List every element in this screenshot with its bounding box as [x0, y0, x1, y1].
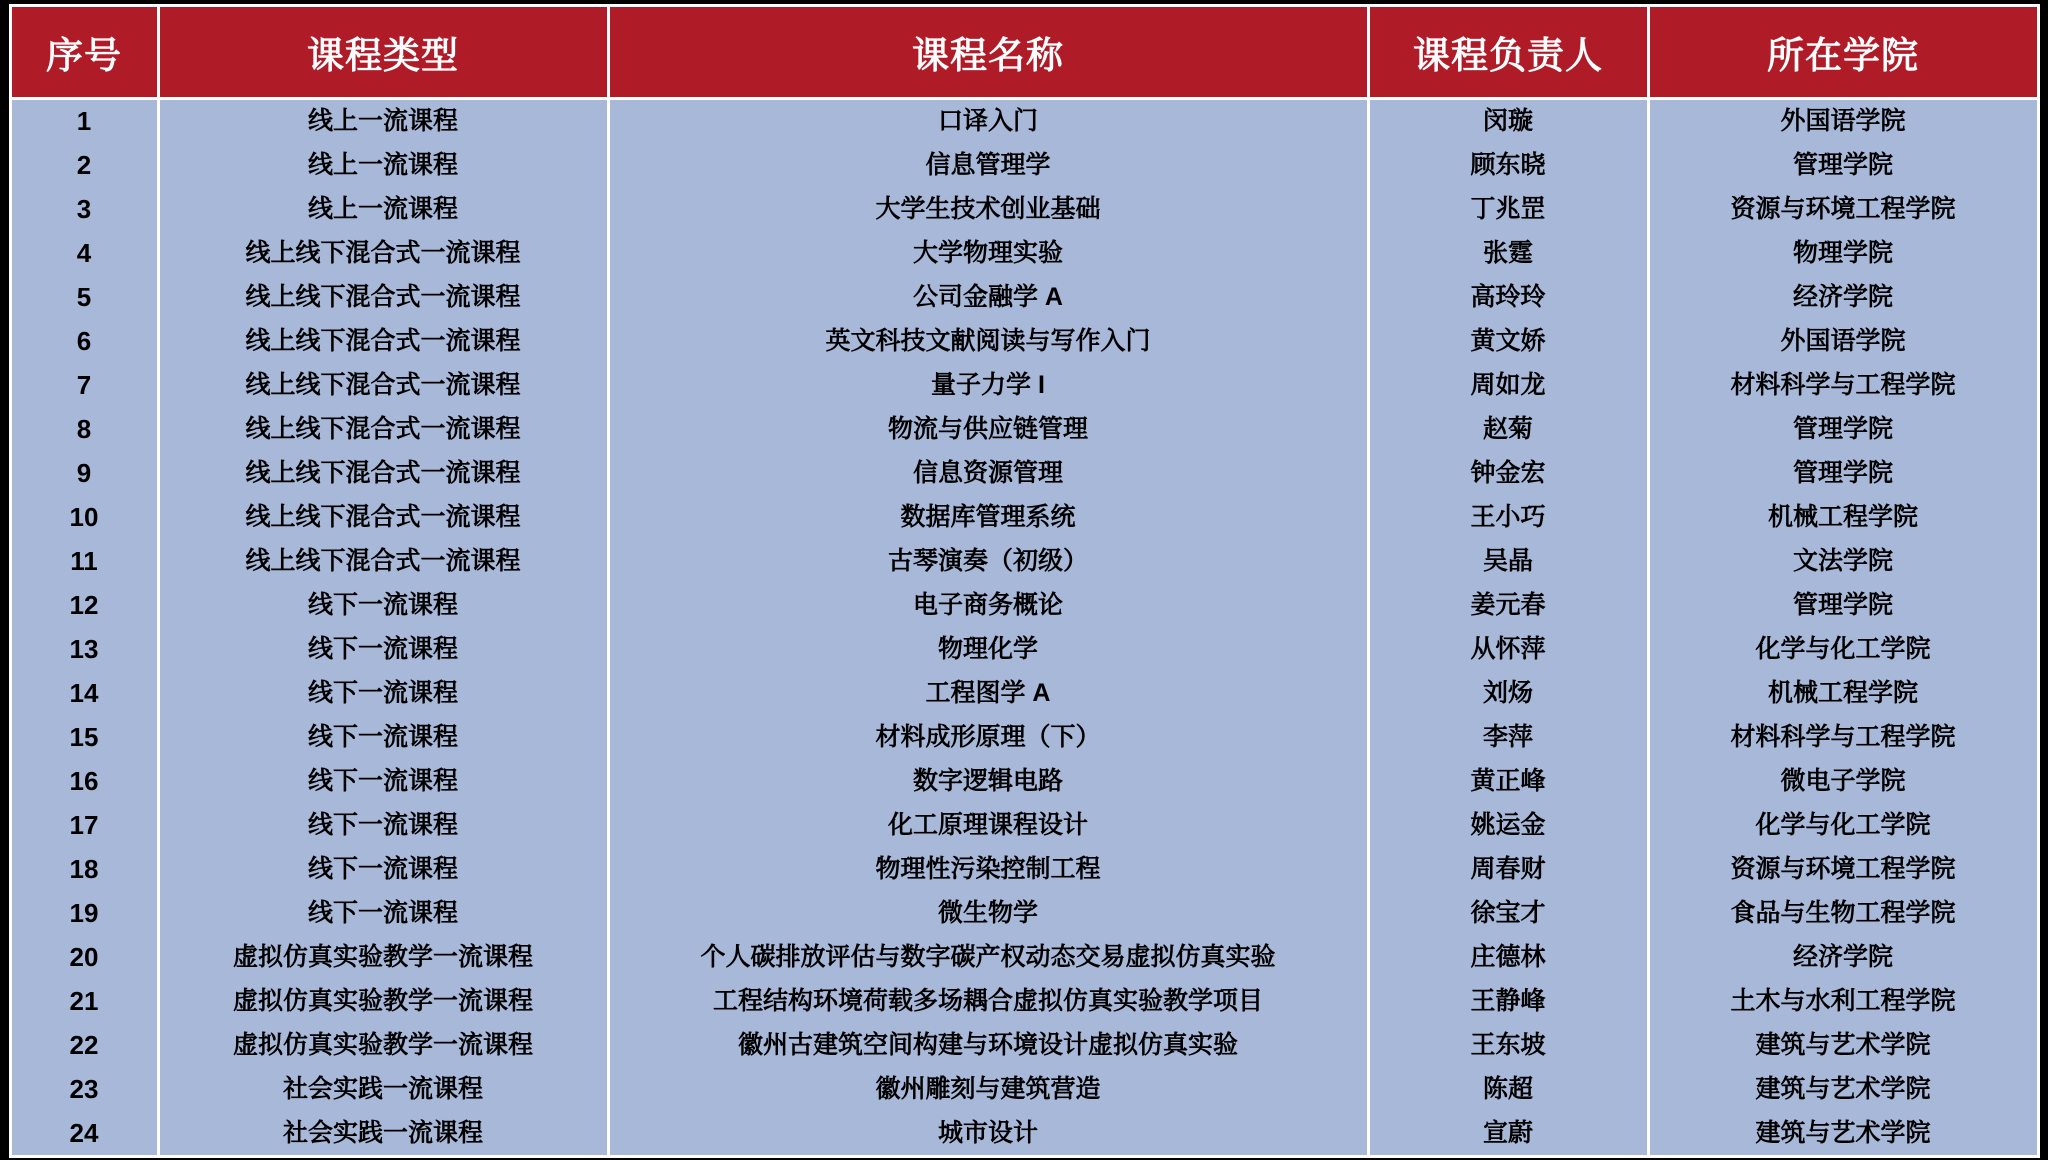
table-row — [10, 496, 2038, 540]
cell-course-type: 虚拟仿真实验教学一流课程 — [158, 980, 608, 1024]
cell-course-type: 线下一流课程 — [158, 584, 608, 628]
cell-course-type: 线下一流课程 — [158, 760, 608, 804]
cell-department: 文法学院 — [1648, 540, 2038, 584]
cell-course-name: 工程图学 A — [608, 672, 1368, 716]
cell-no: 15 — [10, 716, 158, 760]
cell-no: 9 — [10, 452, 158, 496]
cell-course-type: 线上一流课程 — [158, 144, 608, 188]
column-header-owner: 课程负责人 — [1368, 6, 1648, 99]
cell-course-owner: 王静峰 — [1368, 980, 1648, 1024]
cell-course-owner: 姚运金 — [1368, 804, 1648, 848]
cell-course-name: 数据库管理系统 — [608, 496, 1368, 540]
header-row — [10, 6, 2038, 99]
cell-course-name: 微生物学 — [608, 892, 1368, 936]
cell-course-name: 个人碳排放评估与数字碳产权动态交易虚拟仿真实验 — [608, 936, 1368, 980]
table-row — [10, 452, 2038, 496]
cell-department: 材料科学与工程学院 — [1648, 716, 2038, 760]
cell-course-name: 英文科技文献阅读与写作入门 — [608, 320, 1368, 364]
cell-no: 20 — [10, 936, 158, 980]
cell-course-owner: 高玲玲 — [1368, 276, 1648, 320]
cell-no: 24 — [10, 1112, 158, 1157]
cell-course-name: 信息资源管理 — [608, 452, 1368, 496]
table-row — [10, 364, 2038, 408]
column-header-no: 序号 — [10, 6, 158, 99]
table-row — [10, 980, 2038, 1024]
cell-course-name: 大学物理实验 — [608, 232, 1368, 276]
table-row — [10, 232, 2038, 276]
cell-no: 3 — [10, 188, 158, 232]
cell-course-name: 数字逻辑电路 — [608, 760, 1368, 804]
cell-course-type: 虚拟仿真实验教学一流课程 — [158, 1024, 608, 1068]
cell-department: 外国语学院 — [1648, 99, 2038, 144]
table-row — [10, 99, 2038, 144]
cell-department: 机械工程学院 — [1648, 496, 2038, 540]
table-row — [10, 1068, 2038, 1112]
table-row — [10, 716, 2038, 760]
table-row — [10, 628, 2038, 672]
cell-course-owner: 李萍 — [1368, 716, 1648, 760]
cell-no: 17 — [10, 804, 158, 848]
cell-course-type: 线下一流课程 — [158, 672, 608, 716]
cell-department: 材料科学与工程学院 — [1648, 364, 2038, 408]
column-header-name: 课程名称 — [608, 6, 1368, 99]
cell-department: 建筑与艺术学院 — [1648, 1024, 2038, 1068]
cell-course-type: 线上线下混合式一流课程 — [158, 540, 608, 584]
table-row — [10, 760, 2038, 804]
table-row — [10, 144, 2038, 188]
cell-course-owner: 顾东晓 — [1368, 144, 1648, 188]
cell-course-name: 城市设计 — [608, 1112, 1368, 1157]
cell-no: 12 — [10, 584, 158, 628]
cell-course-name: 古琴演奏（初级） — [608, 540, 1368, 584]
cell-no: 10 — [10, 496, 158, 540]
cell-no: 23 — [10, 1068, 158, 1112]
cell-no: 4 — [10, 232, 158, 276]
cell-course-type: 线上线下混合式一流课程 — [158, 408, 608, 452]
table-row — [10, 892, 2038, 936]
table-row — [10, 188, 2038, 232]
cell-department: 建筑与艺术学院 — [1648, 1068, 2038, 1112]
cell-course-owner: 刘炀 — [1368, 672, 1648, 716]
cell-course-owner: 宣蔚 — [1368, 1112, 1648, 1157]
cell-no: 6 — [10, 320, 158, 364]
cell-course-owner: 庄德林 — [1368, 936, 1648, 980]
cell-course-name: 材料成形原理（下） — [608, 716, 1368, 760]
cell-course-type: 线上一流课程 — [158, 99, 608, 144]
table-row — [10, 1112, 2038, 1157]
cell-course-name: 物流与供应链管理 — [608, 408, 1368, 452]
cell-course-name: 徽州雕刻与建筑营造 — [608, 1068, 1368, 1112]
table-row — [10, 804, 2038, 848]
cell-department: 经济学院 — [1648, 936, 2038, 980]
cell-no: 21 — [10, 980, 158, 1024]
cell-course-type: 社会实践一流课程 — [158, 1068, 608, 1112]
cell-course-type: 线上线下混合式一流课程 — [158, 232, 608, 276]
cell-course-type: 线上线下混合式一流课程 — [158, 276, 608, 320]
cell-course-owner: 从怀萍 — [1368, 628, 1648, 672]
table-row — [10, 276, 2038, 320]
table-body — [10, 99, 2038, 1157]
cell-course-owner: 周如龙 — [1368, 364, 1648, 408]
cell-department: 化学与化工学院 — [1648, 628, 2038, 672]
cell-department: 外国语学院 — [1648, 320, 2038, 364]
cell-course-name: 物理化学 — [608, 628, 1368, 672]
cell-department: 微电子学院 — [1648, 760, 2038, 804]
cell-no: 14 — [10, 672, 158, 716]
cell-department: 管理学院 — [1648, 452, 2038, 496]
cell-course-type: 线上一流课程 — [158, 188, 608, 232]
cell-department: 机械工程学院 — [1648, 672, 2038, 716]
column-header-type: 课程类型 — [158, 6, 608, 99]
cell-department: 资源与环境工程学院 — [1648, 848, 2038, 892]
cell-course-name: 化工原理课程设计 — [608, 804, 1368, 848]
cell-course-name: 工程结构环境荷载多场耦合虚拟仿真实验教学项目 — [608, 980, 1368, 1024]
cell-course-type: 线上线下混合式一流课程 — [158, 320, 608, 364]
cell-course-owner: 黄正峰 — [1368, 760, 1648, 804]
cell-department: 经济学院 — [1648, 276, 2038, 320]
cell-course-name: 大学生技术创业基础 — [608, 188, 1368, 232]
cell-no: 13 — [10, 628, 158, 672]
cell-department: 资源与环境工程学院 — [1648, 188, 2038, 232]
table-row — [10, 540, 2038, 584]
column-header-dept: 所在学院 — [1648, 6, 2038, 99]
cell-course-type: 虚拟仿真实验教学一流课程 — [158, 936, 608, 980]
cell-course-type: 线下一流课程 — [158, 892, 608, 936]
cell-no: 11 — [10, 540, 158, 584]
cell-course-owner: 闵璇 — [1368, 99, 1648, 144]
cell-course-type: 线上线下混合式一流课程 — [158, 364, 608, 408]
cell-no: 22 — [10, 1024, 158, 1068]
cell-course-type: 线下一流课程 — [158, 628, 608, 672]
cell-department: 化学与化工学院 — [1648, 804, 2038, 848]
table-row — [10, 1024, 2038, 1068]
cell-department: 食品与生物工程学院 — [1648, 892, 2038, 936]
cell-no: 19 — [10, 892, 158, 936]
cell-course-type: 线上线下混合式一流课程 — [158, 452, 608, 496]
cell-course-name: 公司金融学 A — [608, 276, 1368, 320]
cell-course-type: 线上线下混合式一流课程 — [158, 496, 608, 540]
cell-course-owner: 赵菊 — [1368, 408, 1648, 452]
cell-course-owner: 姜元春 — [1368, 584, 1648, 628]
cell-department: 管理学院 — [1648, 584, 2038, 628]
cell-course-owner: 陈超 — [1368, 1068, 1648, 1112]
course-table — [9, 4, 2040, 1158]
table-row — [10, 320, 2038, 364]
cell-course-owner: 丁兆罡 — [1368, 188, 1648, 232]
cell-course-owner: 王东坡 — [1368, 1024, 1648, 1068]
cell-course-owner: 吴晶 — [1368, 540, 1648, 584]
table-row — [10, 848, 2038, 892]
cell-no: 16 — [10, 760, 158, 804]
cell-course-name: 物理性污染控制工程 — [608, 848, 1368, 892]
table-row — [10, 672, 2038, 716]
cell-course-owner: 周春财 — [1368, 848, 1648, 892]
cell-course-owner: 黄文娇 — [1368, 320, 1648, 364]
cell-course-owner: 钟金宏 — [1368, 452, 1648, 496]
cell-department: 管理学院 — [1648, 144, 2038, 188]
cell-course-name: 量子力学 I — [608, 364, 1368, 408]
cell-no: 8 — [10, 408, 158, 452]
cell-no: 7 — [10, 364, 158, 408]
cell-course-type: 线下一流课程 — [158, 848, 608, 892]
cell-department: 土木与水利工程学院 — [1648, 980, 2038, 1024]
cell-department: 物理学院 — [1648, 232, 2038, 276]
cell-course-type: 线下一流课程 — [158, 804, 608, 848]
cell-course-owner: 张霆 — [1368, 232, 1648, 276]
cell-course-type: 社会实践一流课程 — [158, 1112, 608, 1157]
cell-course-type: 线下一流课程 — [158, 716, 608, 760]
cell-no: 5 — [10, 276, 158, 320]
table-row — [10, 584, 2038, 628]
cell-department: 管理学院 — [1648, 408, 2038, 452]
cell-course-name: 徽州古建筑空间构建与环境设计虚拟仿真实验 — [608, 1024, 1368, 1068]
cell-course-owner: 徐宝才 — [1368, 892, 1648, 936]
cell-course-name: 口译入门 — [608, 99, 1368, 144]
table-row — [10, 408, 2038, 452]
cell-course-name: 信息管理学 — [608, 144, 1368, 188]
cell-course-name: 电子商务概论 — [608, 584, 1368, 628]
table-header — [10, 6, 2038, 99]
cell-no: 2 — [10, 144, 158, 188]
cell-course-owner: 王小巧 — [1368, 496, 1648, 540]
cell-no: 1 — [10, 99, 158, 144]
cell-department: 建筑与艺术学院 — [1648, 1112, 2038, 1157]
cell-no: 18 — [10, 848, 158, 892]
table-row — [10, 936, 2038, 980]
